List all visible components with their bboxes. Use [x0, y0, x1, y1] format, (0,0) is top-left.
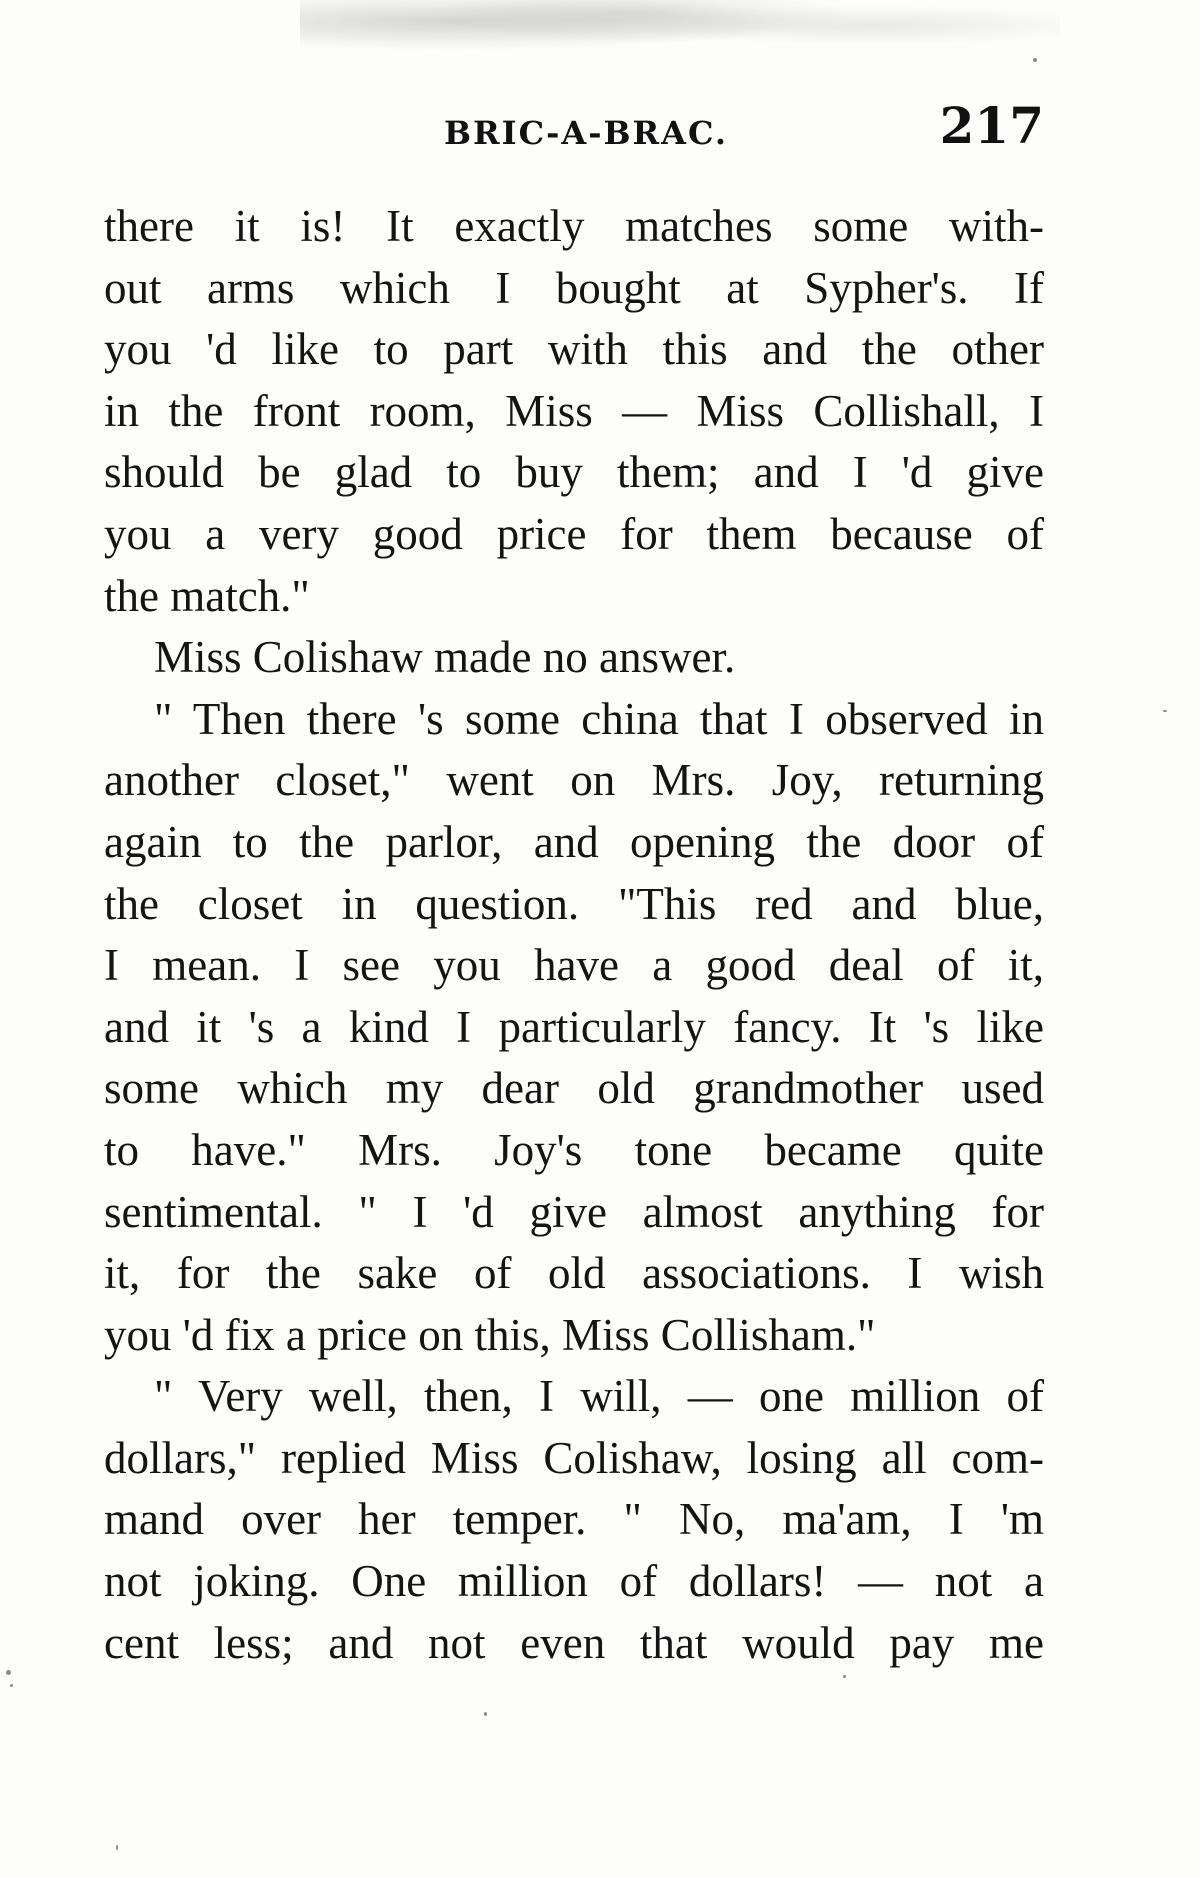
- print-speck: [10, 1684, 13, 1687]
- text-line: again to the parlor, and opening the door of: [104, 816, 1044, 867]
- print-speck: [1033, 58, 1037, 62]
- text-line: dollars," replied Miss Colishaw, losing all com-: [104, 1432, 1044, 1483]
- text-line: the closet in question. "This red and blue,: [104, 878, 1044, 929]
- body-text: [104, 196, 1044, 1674]
- text-line: " Then there 's some china that I observed in: [154, 693, 1044, 744]
- print-speck: [116, 1845, 118, 1850]
- print-speck: [1163, 710, 1167, 712]
- text-line: you 'd like to part with this and the other: [104, 324, 1044, 375]
- text-line: should be glad to buy them; and I 'd give: [104, 447, 1044, 498]
- text-line: cent less; and not even that would pay me: [104, 1617, 1044, 1668]
- text-line: it, for the sake of old associations. I wish: [104, 1248, 1044, 1299]
- text-line: Miss Colishaw made no answer.: [154, 632, 736, 683]
- text-line: to have." Mrs. Joy's tone became quite: [104, 1124, 1044, 1175]
- text-line: not joking. One million of dollars! — not a: [104, 1556, 1044, 1607]
- text-line: " Very well, then, I will, — one million of: [154, 1371, 1044, 1422]
- print-speck: [6, 1670, 11, 1675]
- text-line: out arms which I bought at Sypher's. If: [104, 262, 1044, 313]
- page-smudge: [300, 0, 1060, 72]
- text-line: the match.": [104, 570, 310, 621]
- running-head: [104, 92, 1044, 162]
- text-line: you 'd fix a price on this, Miss Collisham.": [104, 1309, 876, 1360]
- text-line: some which my dear old grandmother used: [104, 1063, 1044, 1114]
- text-line: in the front room, Miss — Miss Collishall, I: [104, 385, 1044, 436]
- running-head-title: BRIC-A-BRAC.: [444, 114, 728, 152]
- text-line: I mean. I see you have a good deal of it,: [104, 940, 1044, 991]
- text-line: and it 's a kind I particularly fancy. It 's like: [104, 1001, 1044, 1052]
- text-line: you a very good price for them because of: [104, 508, 1044, 559]
- print-speck: [484, 1712, 487, 1716]
- print-speck: [843, 1675, 846, 1678]
- text-line: sentimental. " I 'd give almost anything for: [104, 1186, 1044, 1237]
- text-line: mand over her temper. " No, ma'am, I 'm: [104, 1494, 1044, 1545]
- text-line: another closet," went on Mrs. Joy, returning: [104, 755, 1044, 806]
- text-line: there it is! It exactly matches some with-: [104, 201, 1044, 251]
- page-number: 217: [939, 96, 1044, 155]
